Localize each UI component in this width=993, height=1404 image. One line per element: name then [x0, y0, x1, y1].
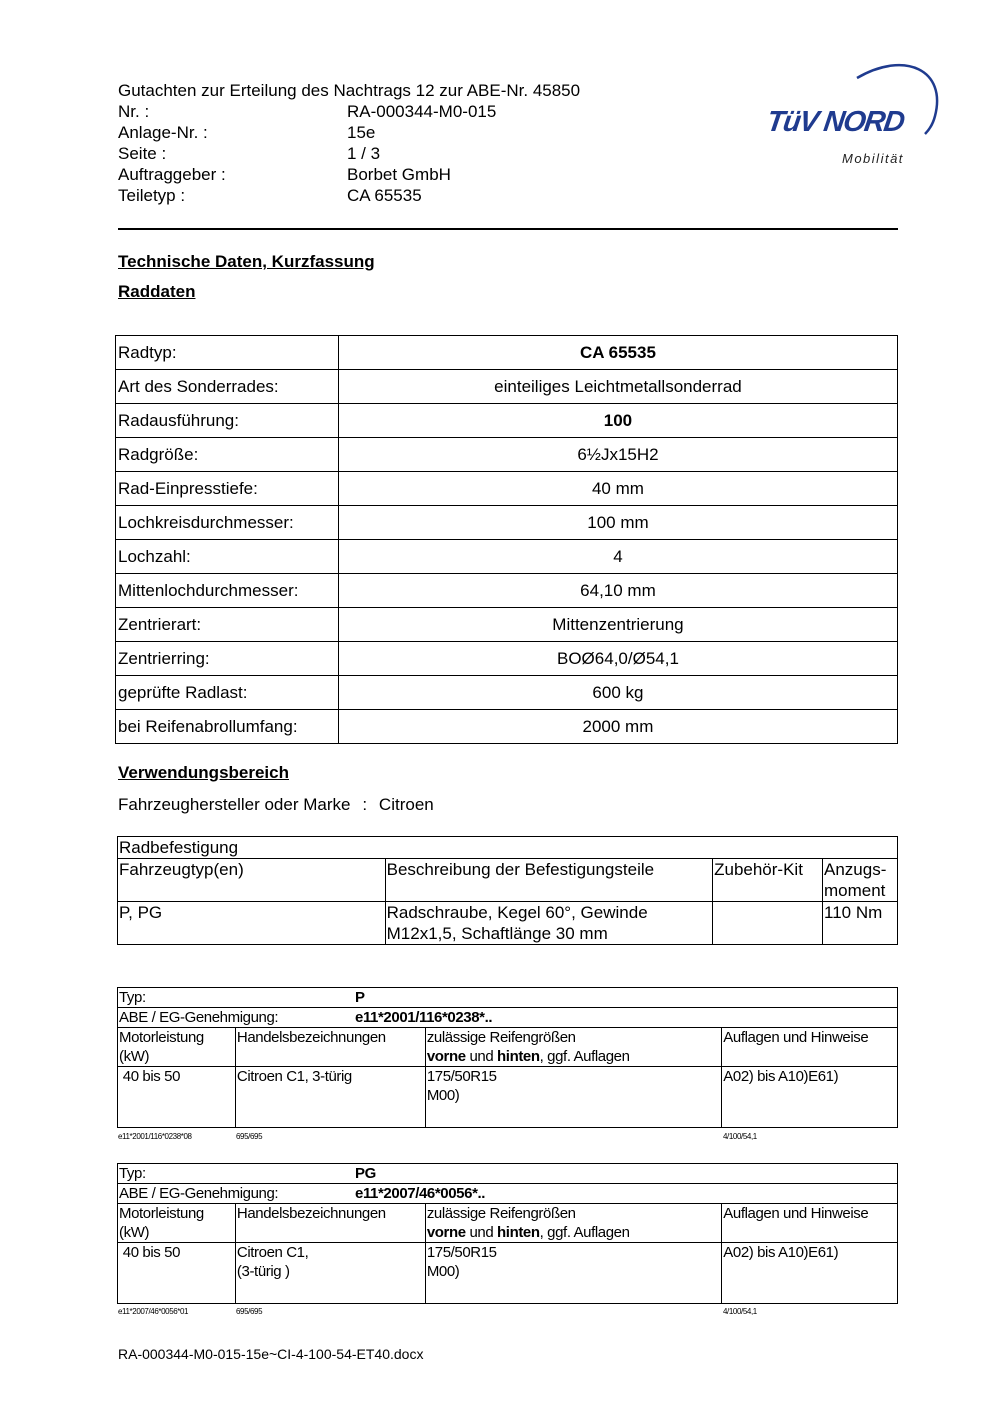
wheel-label: geprüfte Radlast:: [116, 676, 339, 710]
vorne-text: vorne: [426, 1224, 466, 1241]
footnote-left: e11*2001/116*0238*08: [118, 1132, 192, 1141]
footnote-mid: 695/695: [236, 1307, 263, 1316]
table-row: [116, 710, 898, 744]
wheel-label: Radtyp:: [116, 336, 339, 370]
rest-text: , ggf. Auflagen: [539, 1224, 630, 1241]
header-line: (kW): [119, 1048, 150, 1065]
wheel-label: Radgröße:: [116, 438, 339, 472]
table-row: [118, 1164, 898, 1184]
type-table-pg: [117, 1163, 898, 1304]
footnote-right: 4/100/54,1: [723, 1307, 757, 1316]
desc-line: M12x1,5, Schaftlänge 30 mm: [386, 924, 608, 943]
hinten-text: hinten: [497, 1224, 540, 1241]
table-header-row: [118, 1028, 898, 1067]
table-row: [118, 1008, 898, 1028]
wheel-label: Zentrierring:: [116, 642, 339, 676]
footnote-mid: 695/695: [236, 1132, 263, 1141]
table-row: [118, 837, 898, 859]
header-line: [427, 1047, 720, 1066]
header-value: 1 / 3: [347, 144, 381, 163]
table-row: [116, 574, 898, 608]
header-line: zulässige Reifengrößen: [426, 1029, 576, 1046]
table-row: [116, 642, 898, 676]
header-line: [427, 1223, 720, 1242]
wheel-label: Mittenlochdurchmesser:: [116, 574, 339, 608]
wheel-label: Zentrierart:: [116, 608, 339, 642]
section-title: Technische Daten, Kurzfassung: [118, 252, 375, 271]
table-row: [116, 676, 898, 710]
mounting-title: Radbefestigung: [118, 837, 898, 859]
und-text: und: [465, 1224, 498, 1241]
mounting-table: [117, 836, 898, 945]
wheel-value: 6½Jx15H2: [338, 438, 897, 472]
accessory-kit: [713, 902, 823, 945]
table-row: [116, 472, 898, 506]
table-row: [116, 506, 898, 540]
conditions: A02) bis A10)E61): [722, 1243, 898, 1304]
tuv-nord-logo: [765, 58, 945, 170]
wheel-value: BOØ64,0/Ø54,1: [338, 642, 897, 676]
trade-name: [235, 1067, 425, 1128]
document-header: [118, 80, 580, 206]
abe-value: e11*2007/46*0056*..: [355, 1185, 486, 1202]
wheel-value: 600 kg: [338, 676, 897, 710]
footnote-right: 4/100/54,1: [723, 1132, 757, 1141]
verwendung-title: Verwendungsbereich: [118, 763, 289, 782]
table-row: [118, 1184, 898, 1204]
cell-line: Citroen C1,: [236, 1244, 309, 1261]
abe-value: e11*2001/116*0238*..: [355, 1009, 493, 1026]
table-row: [116, 608, 898, 642]
header-line: zulässige Reifengrößen: [426, 1205, 576, 1222]
typ-value: PG: [355, 1165, 376, 1182]
table-row: [116, 404, 898, 438]
header-label: Anlage-Nr. :: [118, 123, 208, 142]
abe-cell: [118, 1008, 898, 1028]
header-value: Borbet GmbH: [347, 165, 451, 184]
logo-wordmark: TüV NORD: [764, 106, 906, 138]
abe-cell: [118, 1184, 898, 1204]
table-row: [116, 540, 898, 574]
cell-line: Citroen C1, 3-türig: [236, 1068, 352, 1085]
column-header-auflagen: Auflagen und Hinweise: [722, 1204, 898, 1243]
typ-value: P: [355, 989, 365, 1006]
wheel-value: 40 mm: [338, 472, 897, 506]
header-line: moment: [824, 881, 886, 900]
wheel-value: 100 mm: [338, 506, 897, 540]
wheel-value: einteiliges Leichtmetallsonderrad: [338, 370, 897, 404]
footnote-left: e11*2007/46*0056*01: [118, 1307, 189, 1316]
table-row: [116, 370, 898, 404]
typ-cell: [118, 1164, 898, 1184]
column-header-reifen: [425, 1204, 721, 1243]
typ-cell: [118, 988, 898, 1008]
vorne-text: vorne: [426, 1048, 466, 1065]
header-row-auftraggeber: [118, 164, 580, 185]
tire-sizes: [425, 1067, 721, 1128]
manufacturer-line: [118, 795, 434, 815]
table-row: [118, 902, 898, 945]
header-divider: [118, 228, 898, 230]
conditions: A02) bis A10)E61): [722, 1067, 898, 1128]
tire-sizes: [425, 1243, 721, 1304]
cell-line: 175/50R15: [426, 1244, 497, 1261]
header-label: Teiletyp :: [118, 186, 186, 205]
wheel-label: Art des Sonderrades:: [116, 370, 339, 404]
manufacturer-value: Citroen: [378, 795, 434, 814]
header-line: Motorleistung: [119, 1029, 204, 1046]
table-row: [118, 1243, 898, 1304]
header-value: CA 65535: [347, 186, 422, 205]
wheel-label: Lochkreisdurchmesser:: [116, 506, 339, 540]
wheel-value: CA 65535: [338, 336, 897, 370]
trade-name: [235, 1243, 425, 1304]
header-row-nr: [118, 101, 580, 122]
abe-label: ABE / EG-Genehmigung:: [119, 1185, 279, 1202]
wheel-value: 64,10 mm: [338, 574, 897, 608]
column-header-moment: [823, 859, 898, 902]
header-line: Motorleistung: [119, 1205, 204, 1222]
document-filename: RA-000344-M0-015-15e~CI-4-100-54-ET40.docx: [118, 1346, 424, 1362]
header-value: 15e: [347, 123, 376, 142]
cell-line: 175/50R15: [426, 1068, 497, 1085]
cell-line: M00): [426, 1263, 460, 1280]
wheel-value: 4: [338, 540, 897, 574]
fastening-description: [385, 902, 712, 945]
typ-label: Typ:: [119, 989, 146, 1006]
header-line: Anzugs-: [824, 860, 887, 879]
manufacturer-label: Fahrzeughersteller oder Marke: [118, 795, 351, 814]
raddaten-title: Raddaten: [118, 282, 196, 301]
header-value: RA-000344-M0-015: [347, 102, 497, 121]
abe-label: ABE / EG-Genehmigung:: [119, 1009, 279, 1026]
table-row: [118, 1067, 898, 1128]
wheel-label: Lochzahl:: [116, 540, 339, 574]
header-line: (kW): [119, 1224, 150, 1241]
wheel-value: 100: [338, 404, 897, 438]
table-row: [116, 336, 898, 370]
cell-line: (3-türig ): [236, 1263, 290, 1280]
wheel-label: Radausführung:: [116, 404, 339, 438]
column-header-handel: Handelsbezeichnungen: [235, 1204, 425, 1243]
manufacturer-separator: :: [362, 795, 368, 814]
und-text: und: [465, 1048, 498, 1065]
wheel-data-table: [115, 335, 898, 744]
wheel-value: 2000 mm: [338, 710, 897, 744]
column-header-reifen: [425, 1028, 721, 1067]
typ-label: Typ:: [119, 1165, 146, 1182]
table-header-row: [118, 859, 898, 902]
vehicle-types: P, PG: [118, 902, 386, 945]
column-header-handel: Handelsbezeichnungen: [235, 1028, 425, 1067]
desc-line: Radschraube, Kegel 60°, Gewinde: [386, 903, 648, 922]
header-label: Seite :: [118, 144, 167, 163]
column-header: Zubehör-Kit: [713, 859, 823, 902]
hinten-text: hinten: [497, 1048, 540, 1065]
wheel-label: bei Reifenabrollumfang:: [116, 710, 339, 744]
header-label: Auftraggeber :: [118, 165, 226, 184]
torque-value: 110 Nm: [823, 902, 898, 945]
header-label: Nr. :: [118, 102, 150, 121]
motor-power: 40 bis 50: [118, 1243, 236, 1304]
header-row-teiletyp: [118, 185, 580, 206]
table-row: [116, 438, 898, 472]
wheel-label: Rad-Einpresstiefe:: [116, 472, 339, 506]
column-header: Beschreibung der Befestigungsteile: [385, 859, 712, 902]
column-header-motor: [118, 1028, 236, 1067]
motor-power: 40 bis 50: [118, 1067, 236, 1128]
column-header: Fahrzeugtyp(en): [118, 859, 386, 902]
table-row: [118, 988, 898, 1008]
cell-line: M00): [426, 1087, 460, 1104]
header-row-seite: [118, 143, 580, 164]
rest-text: , ggf. Auflagen: [539, 1048, 630, 1065]
header-row-anlage: [118, 122, 580, 143]
logo-subtitle: Mobilität: [842, 151, 904, 166]
column-header-motor: [118, 1204, 236, 1243]
document-title: Gutachten zur Erteilung des Nachtrags 12 zur ABE-Nr. 45850: [118, 81, 581, 100]
column-header-auflagen: Auflagen und Hinweise: [722, 1028, 898, 1067]
wheel-value: Mittenzentrierung: [338, 608, 897, 642]
table-header-row: [118, 1204, 898, 1243]
type-table-p: [117, 987, 898, 1128]
